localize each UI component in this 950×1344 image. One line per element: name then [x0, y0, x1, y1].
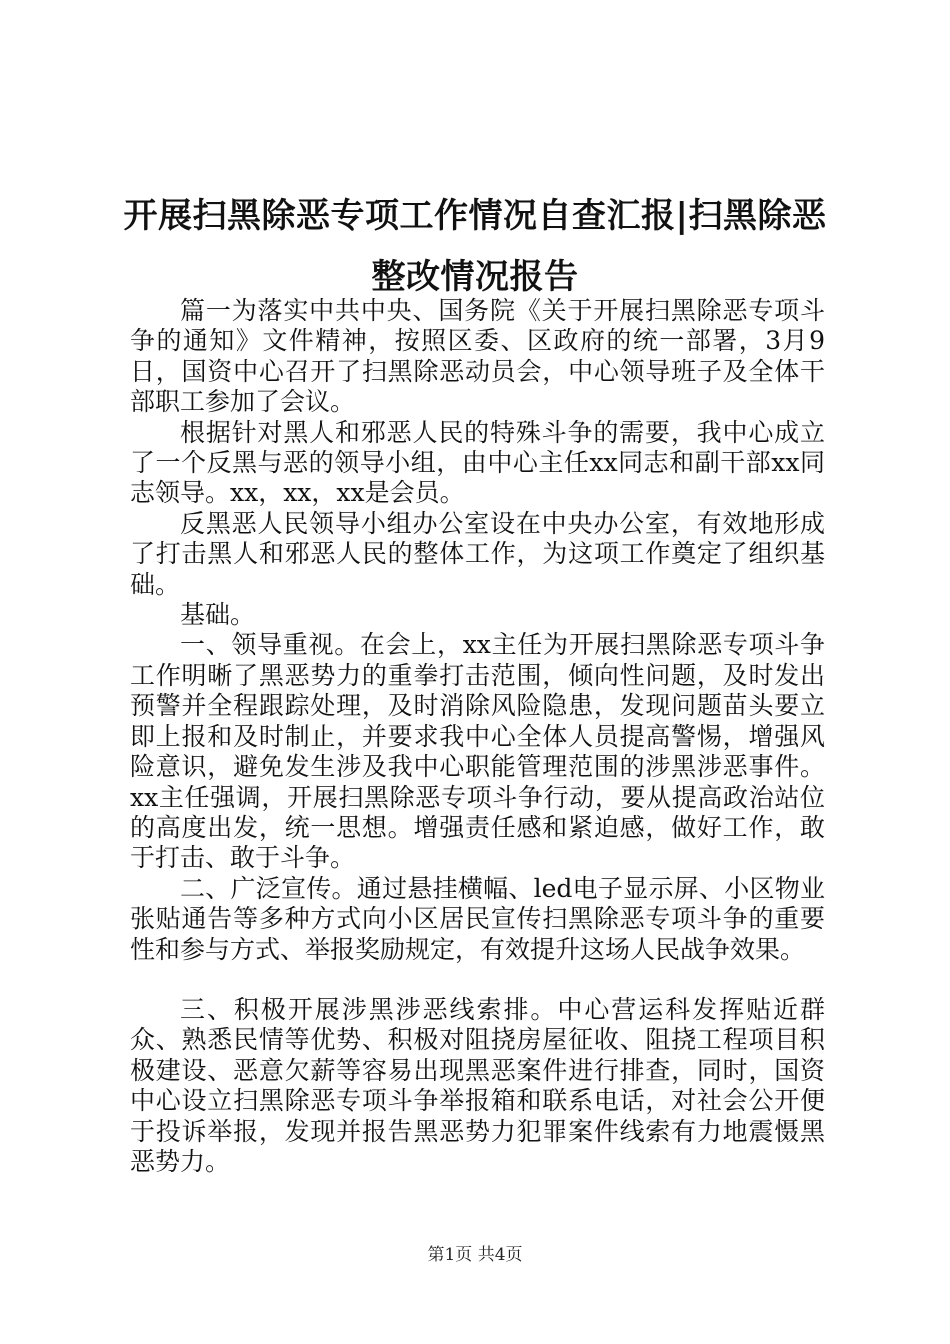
paragraph-spacer: [130, 965, 825, 995]
paragraph-section-3: 三、积极开展涉黑涉恶线索排。中心营运科发挥贴近群众、熟悉民情等优势、积极对阻挠房屋征收、阻挠工程项目积极建设、恶意欠薪等容易出现黑恶案件进行排查，同时，国资中心设立扫黑除恶专项斗争举报箱和联系电话，对社会公开便于投诉举报，发现并报告黑恶势力犯罪案件线索有力地震慑黑恶势力。: [130, 994, 825, 1176]
paragraph-office: 反黑恶人民领导小组办公室设在中央办公室，有效地形成了打击黑人和邪恶人民的整体工作，为这项工作奠定了组织基础。: [130, 508, 825, 599]
page-footer: 第1页 共4页: [427, 1245, 523, 1265]
paragraph-section-2: 二、广泛宣传。通过悬挂横幅、led电子显示屏、小区物业张贴通告等多种方式向小区居民宣传扫黑除恶专项斗争的重要性和参与方式、举报奖励规定，有效提升这场人民战争效果。: [130, 873, 825, 964]
document-title: 开展扫黑除恶专项工作情况自查汇报|扫黑除恶整改情况报告: [123, 196, 827, 297]
paragraph-basis: 基础。: [180, 600, 256, 630]
paragraph-section-1: 一、领导重视。在会上，xx主任为开展扫黑除恶专项斗争工作明晰了黑恶势力的重拳打击范围，倾向性问题，及时发出预警并全程跟踪处理，及时消除风险隐患，发现问题苗头要立即上报和及时制止，并要求我中心全体人员提高警惕，增强风险意识，避免发生涉及我中心职能管理范围的涉黑涉恶事件。xx主任强调，开展扫黑除恶专项斗争行动，要从提高政治站位的高度出发，统一思想。增强责任感和紧迫感，做好工作，敢于打击、敢于斗争。: [130, 630, 825, 873]
paragraph-leading-group: 根据针对黑人和邪恶人民的特殊斗争的需要，我中心成立了一个反黑与恶的领导小组，由中心主任xx同志和副干部xx同志领导。xx，xx，xx是会员。: [130, 417, 825, 508]
paragraph-intro: 篇一为落实中共中央、国务院《关于开展扫黑除恶专项斗争的通知》文件精神，按照区委、区政府的统一部署，3月9日，国资中心召开了扫黑除恶动员会，中心领导班子及全体干部职工参加了会议。: [130, 296, 825, 417]
document-body: [130, 296, 825, 1177]
